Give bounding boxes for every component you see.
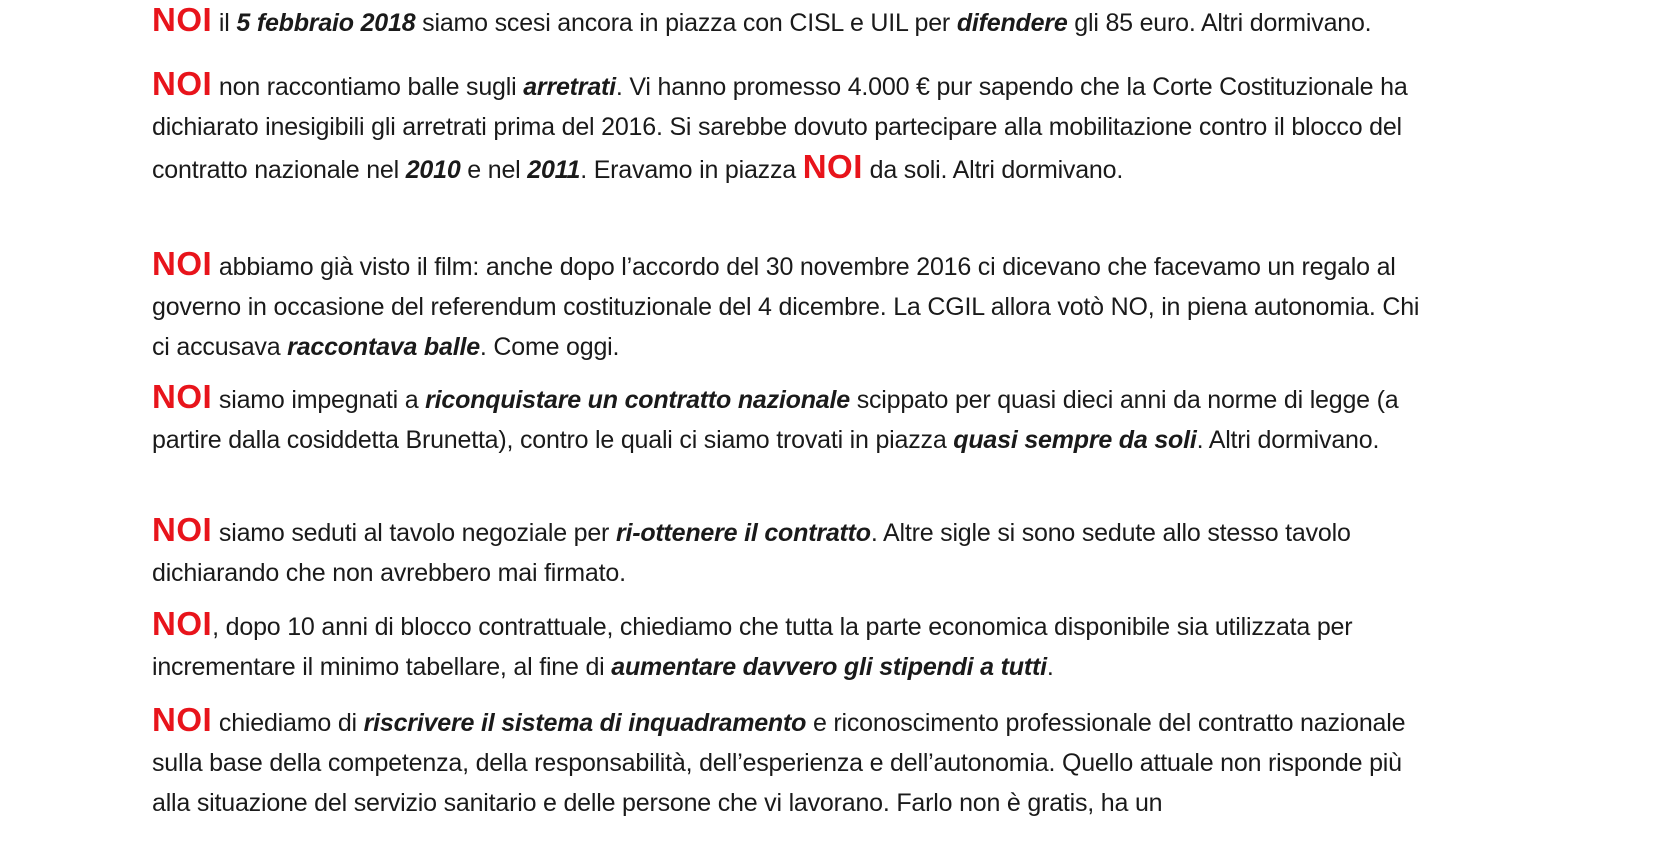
- emphasized-text: aumentare davvero gli stipendi a tutti: [611, 653, 1047, 681]
- body-text: . Come oggi.: [479, 333, 620, 361]
- body-text: scippato per quasi dieci anni da norme di legge (a partire dalla cosiddetta Brunetta), contro le quali ci siamo trovati in piazza: [152, 386, 1399, 454]
- paragraph-3: [152, 244, 1442, 367]
- body-text: .: [1046, 653, 1054, 681]
- body-text: . Vi hanno promesso 4.000 € pur sapendo che la Corte Costituzionale ha dichiarato inesigibili gli arretrati prima del 2016. Si sarebbe dovuto partecipare alla mobilitazione contro il blocco del contratto nazionale nel: [152, 73, 1408, 184]
- body-text: siamo seduti al tavolo negoziale per: [212, 519, 616, 547]
- emphasized-text: 2010: [405, 156, 461, 184]
- body-text: non raccontiamo balle sugli: [212, 73, 524, 101]
- body-text: da soli. Altri dormivano.: [862, 156, 1124, 184]
- emphasized-text: arretrati: [523, 73, 616, 101]
- paragraph-4: [152, 377, 1442, 460]
- body-text: abbiamo già visto il film: anche dopo l’accordo del 30 novembre 2016 ci dicevano che facevamo un regalo al governo in occasione del referendum costituzionale del 4 dicembre. La CGIL allora votò NO, in piena autonomia. Chi ci accusava: [152, 253, 1420, 361]
- noi-keyword: NOI: [152, 701, 213, 738]
- noi-keyword: NOI: [152, 378, 213, 415]
- paragraph-7: [152, 700, 1442, 823]
- noi-keyword: NOI: [152, 245, 213, 282]
- body-text: , dopo 10 anni di blocco contrattuale, chiediamo che tutta la parte economica disponibile sia utilizzata per incrementare il minimo tabellare, al fine di: [152, 613, 1353, 681]
- paragraph-5: [152, 510, 1442, 593]
- emphasized-text: quasi sempre da soli: [953, 426, 1197, 454]
- paragraph-6: [152, 604, 1442, 687]
- body-text: siamo impegnati a: [212, 386, 426, 414]
- body-text: chiediamo di: [212, 709, 364, 737]
- body-text: gli 85 euro. Altri dormivano.: [1067, 9, 1372, 37]
- noi-keyword: NOI: [152, 65, 213, 102]
- noi-keyword: NOI: [802, 148, 863, 185]
- emphasized-text: difendere: [956, 9, 1068, 37]
- body-text: siamo scesi ancora in piazza con CISL e UIL per: [415, 9, 957, 37]
- noi-keyword: NOI: [152, 605, 213, 642]
- emphasized-text: riconquistare un contratto nazionale: [425, 386, 850, 414]
- emphasized-text: 2011: [527, 156, 581, 184]
- body-text: . Altri dormivano.: [1196, 426, 1380, 454]
- emphasized-text: ri-ottenere il contratto: [615, 519, 871, 547]
- paragraph-2: [152, 64, 1442, 190]
- body-text: il: [212, 9, 237, 37]
- noi-keyword: NOI: [152, 511, 213, 548]
- body-text: . Altre sigle si sono sedute allo stesso tavolo dichiarando che non avrebbero mai firmato.: [152, 519, 1351, 587]
- emphasized-text: riscrivere il sistema di inquadramento: [363, 709, 807, 737]
- emphasized-text: raccontava balle: [287, 333, 480, 361]
- body-text: . Eravamo in piazza: [580, 156, 803, 184]
- body-text: e nel: [460, 156, 528, 184]
- body-text: e riconoscimento professionale del contratto nazionale sulla base della competenza, della responsabilità, dell’esperienza e dell’autonomia. Quello attuale non risponde più alla situazione del servizio sanitario e delle persone che vi lavorano. Farlo non è gratis, ha un: [152, 709, 1406, 817]
- paragraph-1: [152, 0, 1442, 43]
- emphasized-text: 5 febbraio 2018: [236, 9, 416, 37]
- noi-keyword: NOI: [152, 1, 213, 38]
